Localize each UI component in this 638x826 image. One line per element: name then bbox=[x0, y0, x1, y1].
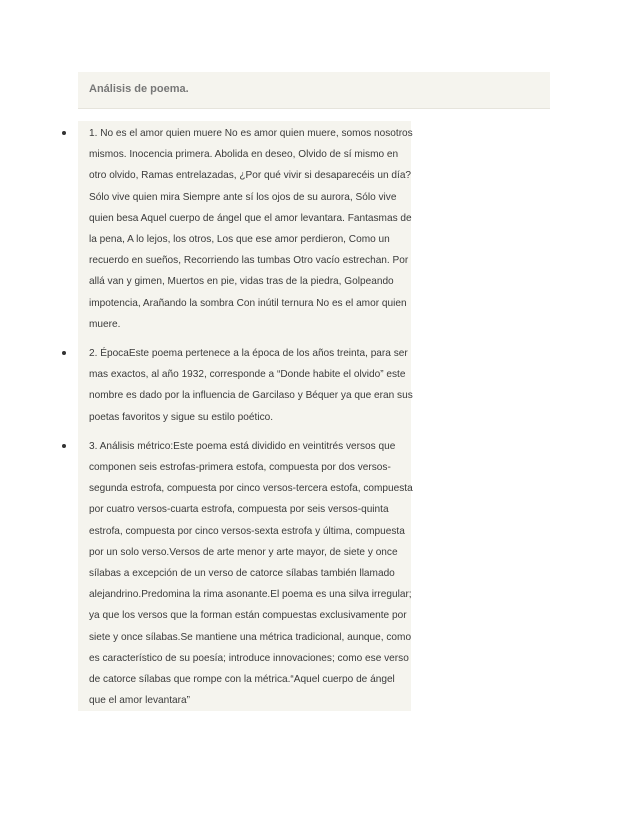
list-item-text: 1. No es el amor quien muere No es amor quien muere, somos nosotros mismos. Inocencia primera. Abolida en deseo, Olvido de sí mismo en otro olvido, Ramas entrelazadas, ¿Por qué vivir si desaparecéis un día? Sólo vive quien mira Siempre ante sí los ojos de su aurora, Sólo vive quien besa Aquel cuerpo de ángel que el amor levantara. Fantasmas de la pena, A lo lejos, los otros, Los que ese amor perdieron, Como un recuerdo en sueños, Recorriendo las tumbas Otro vacío estrechan. Por allá van y gimen, Muertos en pie, vidas tras de la piedra, Golpeando impotencia, Arañando la sombra Con inútil ternura No es el amor quien muere. bbox=[89, 128, 413, 330]
list-item bbox=[0, 436, 420, 712]
list-item-text: 2. ÉpocaEste poema pertenece a la época de los años treinta, para ser mas exactos, al año 1932, corresponde a “Donde habite el olvido” este nombre es dado por la influencia de Garcilaso y Béquer ya que eran sus poetas favoritos y sigue su estilo poético. bbox=[89, 348, 413, 423]
bullet-icon bbox=[62, 131, 66, 135]
document-title: Análisis de poema. bbox=[89, 83, 189, 95]
list-item bbox=[0, 123, 420, 335]
bullet-icon bbox=[62, 351, 66, 355]
list-item bbox=[0, 343, 420, 428]
analysis-list bbox=[0, 123, 420, 719]
bullet-icon bbox=[62, 444, 66, 448]
list-item-text: 3. Análisis métrico:Este poema está dividido en veintitrés versos que componen seis estrofas-primera estofa, compuesta por dos versos-segunda estrofa, compuesta por cinco versos-tercera estofa, compuesta por cuatro versos-cuarta estrofa, compuesta por seis versos-quinta estrofa, compuesta por cinco versos-sexta estrofa y última, compuesta por un solo verso.Versos de arte menor y arte mayor, de siete y once sílabas a excepción de un verso de catorce sílabas también llamado alejandrino.Predomina la rima asonante.El poema es una silva irregular; ya que los versos que la forman están compuestas exclusivamente por siete y once sílabas.Se mantiene una métrica tradicional, aunque, como es característico de su poesía; introduce innovaciones; como ese verso de catorce sílabas que rompe con la métrica.“Aquel cuerpo de ángel que el amor levantara” bbox=[89, 440, 413, 707]
title-banner bbox=[78, 72, 550, 109]
